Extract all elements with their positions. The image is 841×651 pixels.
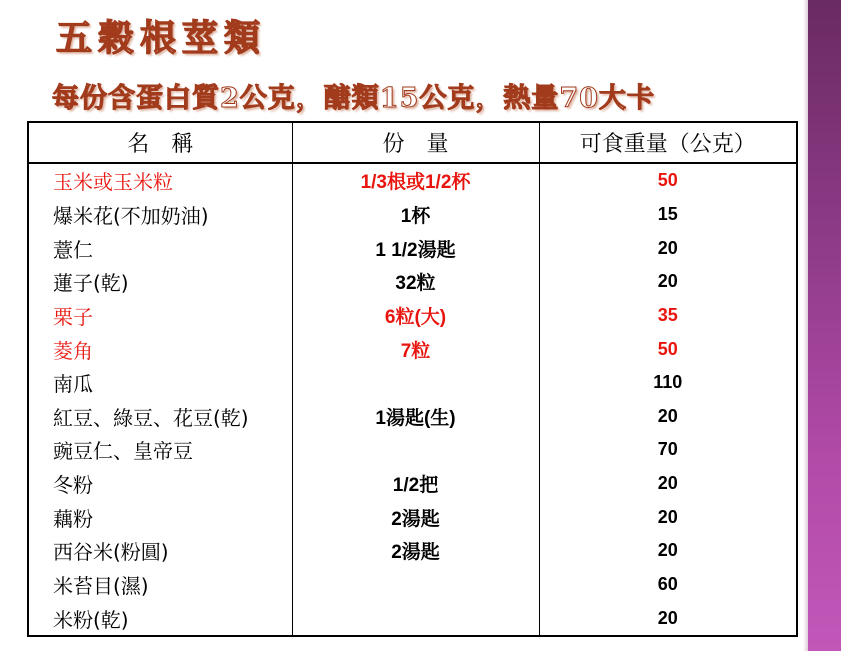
header-name: 名 稱	[28, 122, 292, 163]
portion-cell: 1湯匙(生)	[292, 399, 539, 433]
table-row	[28, 399, 797, 433]
portion-cell: 1杯	[292, 198, 539, 232]
weight-cell: 20	[539, 467, 797, 501]
portion-cell: 32粒	[292, 265, 539, 299]
food-name-cell: 菱角	[53, 338, 93, 363]
table-row	[28, 433, 797, 467]
food-name-cell: 西谷米(粉圓)	[53, 540, 169, 565]
weight-cell: 20	[539, 500, 797, 534]
table-row	[28, 366, 797, 400]
food-name-cell: 紅豆、綠豆、花豆(乾)	[53, 405, 249, 430]
food-name-cell: 薏仁	[53, 237, 93, 262]
table-row	[28, 500, 797, 534]
weight-cell: 60	[539, 568, 797, 602]
weight-cell: 70	[539, 433, 797, 467]
table-row	[28, 163, 797, 198]
food-name-cell: 蓮子(乾)	[53, 271, 129, 296]
table-header-row	[28, 122, 797, 163]
portion-cell	[292, 366, 539, 400]
weight-cell: 50	[539, 163, 797, 198]
portion-cell: 1/3根或1/2杯	[292, 163, 539, 198]
portion-cell	[292, 433, 539, 467]
table-row	[28, 198, 797, 232]
portion-cell: 2湯匙	[292, 500, 539, 534]
food-name-cell: 米粉(乾)	[53, 607, 129, 632]
weight-cell: 50	[539, 332, 797, 366]
portion-cell: 1 1/2湯匙	[292, 231, 539, 265]
table-row	[28, 265, 797, 299]
portion-cell: 6粒(大)	[292, 299, 539, 333]
portion-cell: 7粒	[292, 332, 539, 366]
food-name-cell: 豌豆仁、皇帝豆	[53, 439, 193, 464]
food-name-cell: 爆米花(不加奶油)	[53, 203, 209, 228]
portion-cell	[292, 568, 539, 602]
page-title: 五穀根莖類	[56, 17, 267, 59]
weight-cell: 20	[539, 231, 797, 265]
food-name-cell: 玉米或玉米粒	[53, 170, 173, 195]
weight-cell: 15	[539, 198, 797, 232]
food-name-cell: 南瓜	[53, 372, 93, 397]
table-row	[28, 332, 797, 366]
portion-cell: 1/2把	[292, 467, 539, 501]
weight-cell: 20	[539, 534, 797, 568]
table-row	[28, 534, 797, 568]
portion-cell: 2湯匙	[292, 534, 539, 568]
food-exchange-table	[27, 121, 798, 637]
portion-cell	[292, 601, 539, 636]
table-row	[28, 231, 797, 265]
weight-cell: 20	[539, 601, 797, 636]
page-subtitle: 每份含蛋白質2公克，醣類15公克，熱量70大卡	[52, 83, 655, 114]
header-weight: 可食重量（公克）	[539, 122, 797, 163]
food-name-cell: 藕粉	[53, 506, 93, 531]
food-name-cell: 栗子	[53, 304, 93, 329]
weight-cell: 20	[539, 265, 797, 299]
weight-cell: 20	[539, 399, 797, 433]
weight-cell: 35	[539, 299, 797, 333]
table-row	[28, 601, 797, 636]
table-row	[28, 467, 797, 501]
weight-cell: 110	[539, 366, 797, 400]
table-row	[28, 299, 797, 333]
food-name-cell: 米苔目(濕)	[53, 574, 149, 598]
table-row	[28, 568, 797, 602]
food-name-cell: 冬粉	[53, 473, 93, 498]
decorative-side-band	[808, 0, 841, 651]
header-portion: 份 量	[292, 122, 539, 163]
